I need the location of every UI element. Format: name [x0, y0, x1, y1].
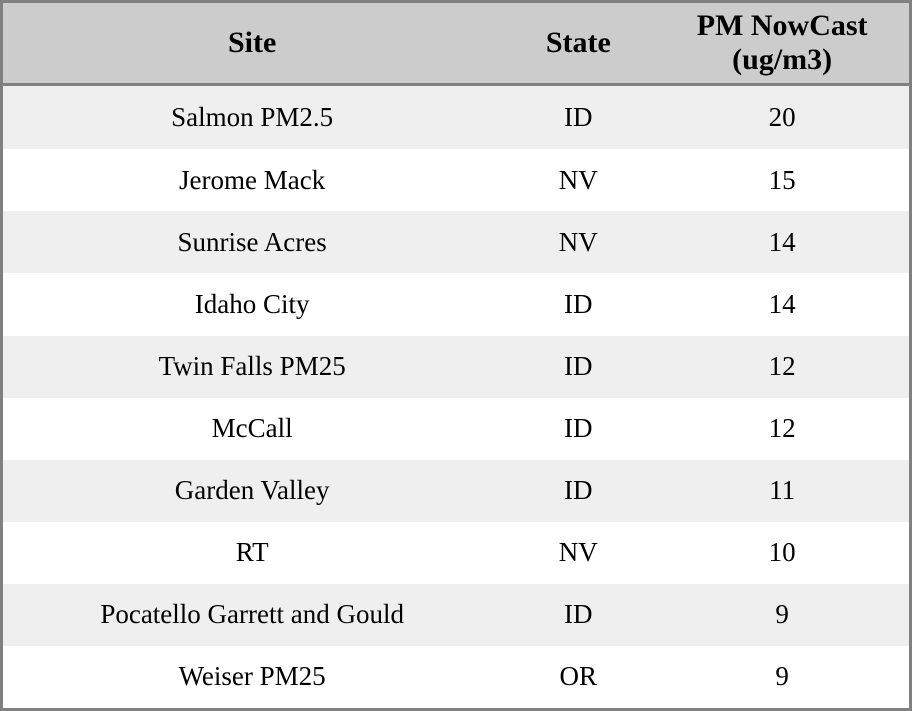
cell-state: OR — [559, 661, 598, 692]
cell-site: Pocatello Garrett and Gould — [100, 599, 404, 630]
column-header-site: Site — [3, 3, 501, 85]
table-header — [3, 3, 909, 85]
cell-state: NV — [558, 537, 598, 568]
cell-site: Idaho City — [194, 288, 310, 319]
table-row — [3, 273, 909, 335]
table-row — [3, 460, 909, 522]
cell-state: ID — [564, 288, 593, 319]
cell-value: 15 — [768, 164, 796, 195]
cell-state: NV — [558, 164, 598, 195]
table-row — [3, 149, 909, 211]
table-row — [3, 522, 909, 584]
table-row — [3, 211, 909, 273]
column-header-state: State — [501, 3, 655, 85]
cell-site: Sunrise Acres — [177, 226, 327, 257]
table-row — [3, 584, 909, 646]
cell-value: 10 — [768, 537, 796, 568]
cell-value: 12 — [768, 351, 796, 382]
cell-value: 14 — [768, 226, 796, 257]
table-row — [3, 336, 909, 398]
table-row — [3, 646, 909, 708]
cell-value: 9 — [775, 599, 789, 630]
cell-site: Garden Valley — [174, 475, 330, 506]
cell-site: Jerome Mack — [179, 164, 326, 195]
cell-value: 11 — [769, 475, 796, 506]
table-row — [3, 398, 909, 460]
column-header-pm-nowcast: PM NowCast (ug/m3) — [655, 3, 909, 85]
table-header-row — [3, 3, 909, 85]
cell-site: McCall — [211, 413, 293, 444]
cell-site: RT — [235, 537, 269, 568]
cell-state: ID — [564, 351, 593, 382]
cell-state: ID — [564, 413, 593, 444]
cell-value: 12 — [768, 413, 796, 444]
air-quality-table — [3, 3, 909, 708]
cell-site: Salmon PM2.5 — [171, 102, 334, 133]
cell-state: ID — [564, 599, 593, 630]
cell-value: 9 — [775, 661, 789, 692]
cell-site: Twin Falls PM25 — [158, 351, 346, 382]
table-row — [3, 85, 909, 149]
cell-state: ID — [564, 102, 593, 133]
cell-site: Weiser PM25 — [178, 661, 326, 692]
cell-value: 20 — [768, 102, 796, 133]
cell-value: 14 — [768, 288, 796, 319]
cell-state: NV — [558, 226, 598, 257]
cell-state: ID — [564, 475, 593, 506]
table-body — [3, 85, 909, 708]
